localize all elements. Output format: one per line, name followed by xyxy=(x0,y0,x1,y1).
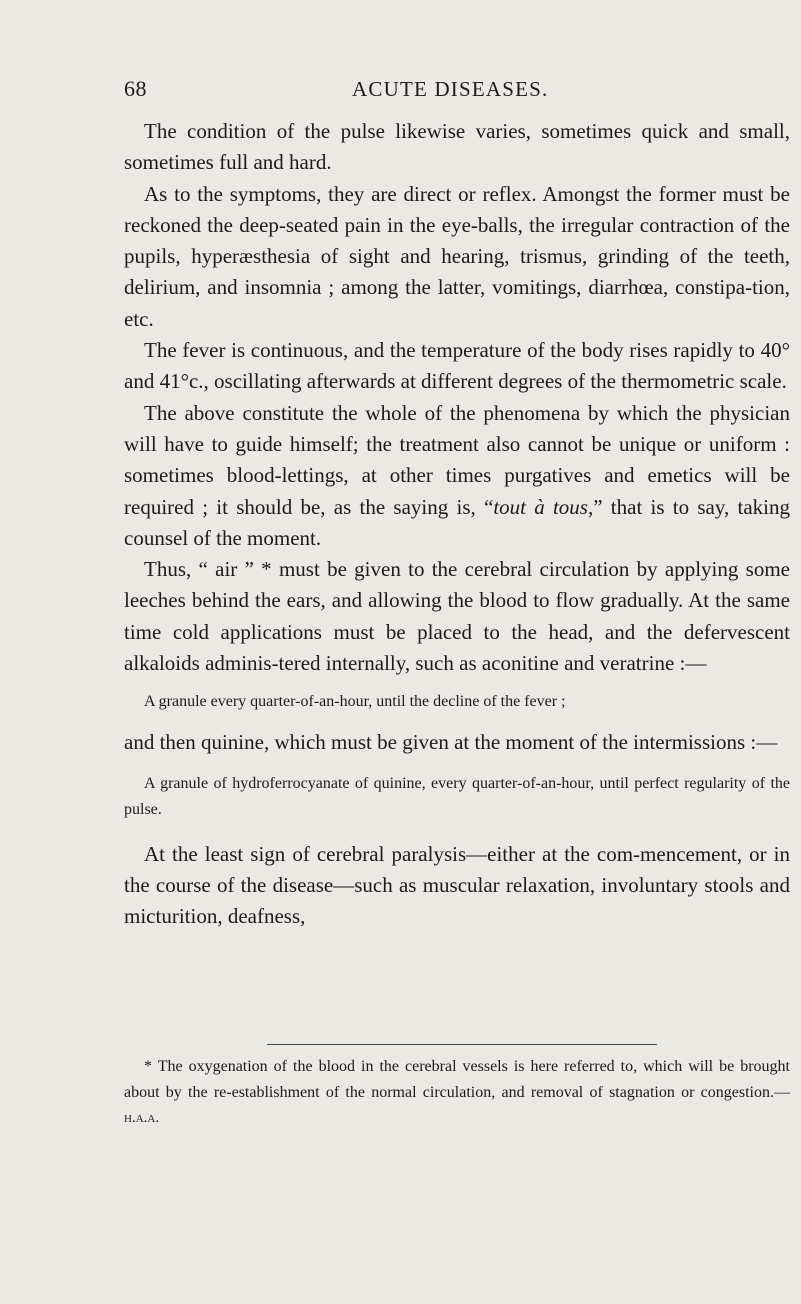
footnote-text: * The oxygenation of the blood in the cerebral vessels is here referred to, which will be brought about by the re-establishment of the normal circulation, and removal of stagnation or congestion.— xyxy=(124,1058,790,1101)
paragraph-quinine: and then quinine, which must be given at the moment of the intermissions :— xyxy=(124,730,778,755)
page-header xyxy=(124,76,789,106)
main-text xyxy=(124,116,790,933)
footnote-paragraph xyxy=(124,1054,790,1132)
page-number: 68 xyxy=(124,76,147,101)
paragraph-air: Thus, “ air ” * must be given to the cerebral circulation by applying some leeches behind the ears, and allowing the blood to flow gradually. At the same time cold applications must be placed to the head, and the defervescent alkaloids adminis-tered internally, such as aconitine and veratrine :— xyxy=(124,557,790,676)
treatment-italic-phrase: tout à tous xyxy=(493,494,588,519)
footnote-divider xyxy=(267,1044,657,1045)
paragraph-treatment xyxy=(124,398,790,554)
treatment-text-start: The above constitute the whole of the phenomena by which the physician will have to guide himself; the treatment also cannot be unique or uniform : sometimes blood-lettings, at other times purgatives and emetics will be required ; it should be, as the saying is, “ xyxy=(124,400,790,519)
running-head: ACUTE DISEASES. xyxy=(352,77,549,101)
paragraph-symptoms: As to the symptoms, they are direct or reflex. Amongst the former must be reckoned the deep-seated pain in the eye-balls, the irregular contraction of the pupils, hyperæsthesia of sight and hearing, trismus, grinding of the teeth, delirium, and insomnia ; among the latter, vomitings, diarrhœa, constipa-tion, etc. xyxy=(124,181,790,331)
footnote-signature: h.a.a. xyxy=(124,1110,160,1126)
prescription-aconitine: A granule every quarter-of-an-hour, until the decline of the fever ; xyxy=(144,693,566,711)
paragraph-paralysis: At the least sign of cerebral paralysis—either at the com-mencement, or in the course of the disease—such as muscular relaxation, involuntary stools and micturition, deafness, xyxy=(124,841,790,929)
treatment-text-end: ,” that is to say, taking counsel of the moment. xyxy=(124,494,790,550)
footnote xyxy=(124,1054,790,1132)
prescription-quinine: A granule of hydroferrocyanate of quinine, every quarter-of-an-hour, until perfect regularity of the pulse. xyxy=(124,774,790,818)
paragraph-pulse: The condition of the pulse likewise varies, sometimes quick and small, sometimes full and hard. xyxy=(124,119,790,175)
paragraph-fever: The fever is continuous, and the temperature of the body rises rapidly to 40° and 41°c., oscillating afterwards at different degrees of the thermometric scale. xyxy=(124,338,790,394)
